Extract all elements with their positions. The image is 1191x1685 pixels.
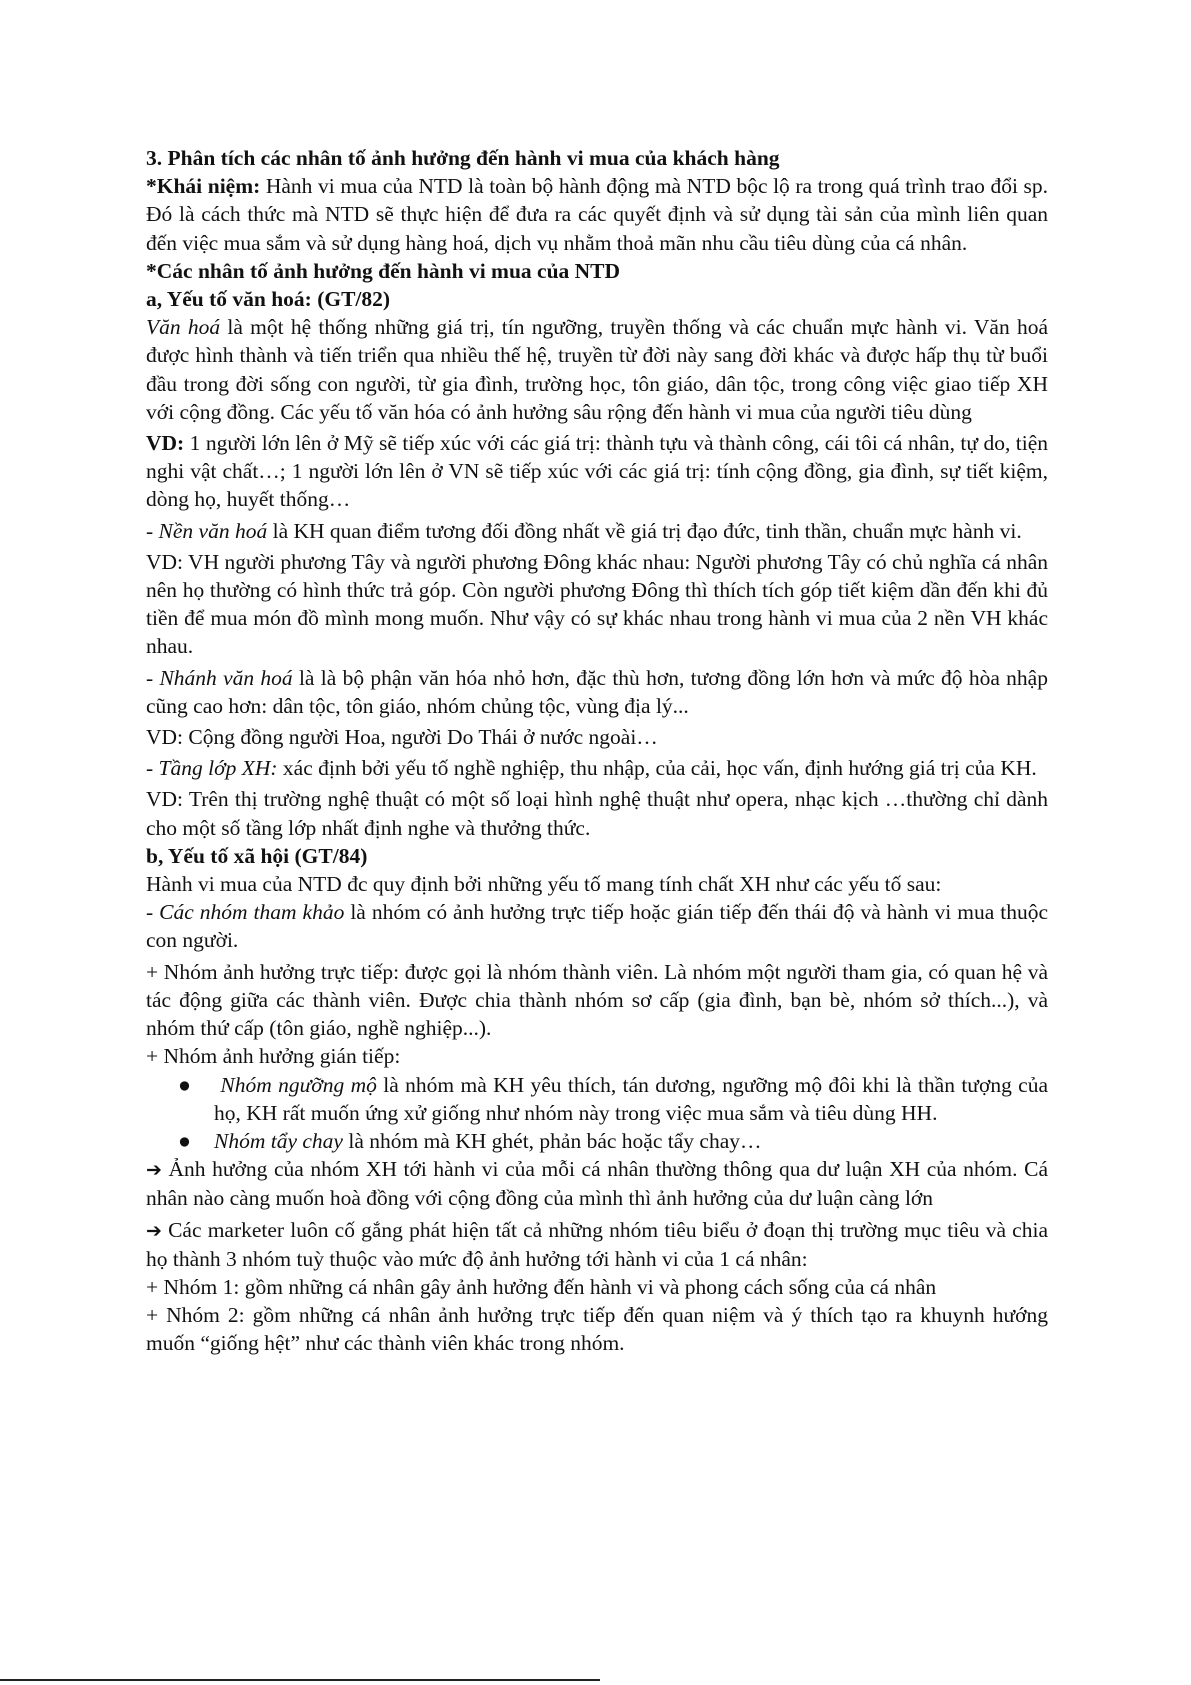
section-title: 3. Phân tích các nhân tố ảnh hưởng đến hành vi mua của khách hàng [146, 146, 780, 170]
reference-groups-paragraph [146, 898, 1048, 954]
subculture-text: là là bộ phận văn hóa nhỏ hơn, đặc thù hơn, tương đồng lớn hơn và mức độ hòa nhập cũng cao hơn: dân tộc, tôn giáo, nhóm chủng tộc, vùng địa lý... [146, 665, 1048, 718]
culture-example-1-text: 1 người lớn lên ở Mỹ sẽ tiếp xúc với các giá trị: thành tựu và thành công, cái tôi cá nhân, tự do, tiện nghi vật chất…; 1 người lớn lên ở VN sẽ tiếp xúc với các giá trị: tính cộng đồng, gia đình, sự tiết kiệm, dòng họ, huyết thống… [146, 431, 1048, 512]
reference-groups-text: là nhóm có ảnh hưởng trực tiếp hoặc gián tiếp đến thái độ và hành vi mua thuộc con người. [146, 900, 1048, 953]
dash-prefix: - [146, 518, 159, 543]
boycott-group-term: Nhóm tẩy chay [214, 1128, 343, 1153]
document-page [146, 144, 1048, 1358]
list-item [178, 1127, 1048, 1155]
culture-definition-text: là một hệ thống những giá trị, tín ngưỡng, truyền thống và các chuẩn mực hành vi. Văn hoá được hình thành và tiến triển qua nhiều thế hệ, truyền từ đời này sang đời khác và được hấp thụ từ buổi đầu trong đời sống con người, từ gia đình, trường học, tôn giáo, dân tộc, trong công việc giao tiếp XH với cộng đồng. Các yếu tố văn hóa có ảnh hưởng sâu rộng đến hành vi mua của người tiêu dùng [146, 315, 1048, 424]
subculture-paragraph [146, 664, 1048, 720]
culture-term: Văn hoá [146, 315, 221, 340]
list-item [178, 1071, 1049, 1127]
concept-text: Hành vi mua của NTD là toàn bộ hành động mà NTD bộc lộ ra trong quá trình trao đổi sp. Đó là cách thức mà NTD sẽ thực hiện để đưa ra các quyết định và sử dụng tài sản của mình liên quan đến việc mua sắm và sử dụng hàng hoá, dịch vụ nhằm thoả mãn nhu cầu tiêu dùng của cá nhân. [146, 174, 1048, 255]
social-class-text: xác định bởi yếu tố nghề nghiệp, thu nhập, của cải, học vấn, định hướng giá trị của KH. [277, 756, 1037, 781]
subculture-term: Nhánh văn hoá [159, 665, 293, 690]
arrow-right-icon: ➔ [146, 1219, 162, 1242]
page-bottom-divider [0, 1679, 600, 1681]
culture-example-4: VD: Trên thị trường nghệ thuật có một số loại hình nghệ thuật như opera, nhạc kịch …thường chỉ dành cho một số tầng lớp nhất định nghe và thưởng thức. [146, 787, 1048, 840]
arrow-paragraph-1 [146, 1155, 1048, 1212]
base-culture-text: là KH quan điểm tương đối đồng nhất về giá trị đạo đức, tinh thần, chuẩn mực hành vi. [267, 518, 1022, 543]
culture-heading: a, Yếu tố văn hoá: (GT/82) [146, 287, 391, 312]
culture-example-3: VD: Cộng đồng người Hoa, người Do Thái ở nước ngoài… [146, 725, 658, 750]
admired-group-term: Nhóm ngưỡng mộ [220, 1072, 377, 1097]
indirect-group-list [146, 1071, 1048, 1156]
dash-prefix: - [146, 756, 159, 781]
social-class-paragraph [146, 754, 1048, 782]
bullet-icon: ● [178, 1128, 191, 1153]
indirect-influence-paragraph: + Nhóm ảnh hưởng gián tiếp: [146, 1044, 401, 1069]
social-class-term: Tầng lớp XH: [158, 756, 278, 781]
direct-influence-paragraph: + Nhóm ảnh hưởng trực tiếp: được gọi là nhóm thành viên. Là nhóm một người tham gia, có quan hệ và tác động giữa các thành viên. Được chia thành nhóm sơ cấp (gia đình, bạn bè, nhóm sở thích...), và nhóm thứ cấp (tôn giáo, nghề nghiệp...). [146, 959, 1048, 1041]
culture-example-2: VD: VH người phương Tây và người phương Đông khác nhau: Người phương Tây có chủ nghĩa cá nhân nên họ thường có hình thức trả góp. Còn người phương Đông thì thích tích góp tiết kiệm dần đến khi đủ tiền để mua món đồ mình mong muốn. Như vậy có sự khác nhau trong hành vi mua của 2 nền VH khác nhau. [146, 549, 1048, 659]
bullet-icon: ● [178, 1072, 191, 1097]
arrow-paragraph-2 [146, 1216, 1048, 1273]
social-heading: b, Yếu tố xã hội (GT/84) [146, 843, 368, 868]
dash-prefix: - [146, 900, 160, 925]
group-2-paragraph: + Nhóm 2: gồm những cá nhân ảnh hưởng trực tiếp đến quan niệm và ý thích tạo ra khuynh hướng muốn “giống hệt” như các thành viên khác trong nhóm. [146, 1303, 1048, 1356]
social-intro: Hành vi mua của NTD đc quy định bởi những yếu tố mang tính chất XH như các yếu tố sau: [146, 872, 942, 897]
concept-label: *Khái niệm: [146, 174, 261, 199]
group-1-paragraph: + Nhóm 1: gồm những cá nhân gây ảnh hưởng đến hành vi và phong cách sống của cá nhân [146, 1274, 937, 1299]
arrow-paragraph-2-text: Các marketer luôn cố gắng phát hiện tất cả những nhóm tiêu biểu ở đoạn thị trường mục tiêu và chia họ thành 3 nhóm tuỳ thuộc vào mức độ ảnh hưởng tới hành vi của 1 cá nhân: [146, 1217, 1048, 1271]
culture-definition [146, 313, 1048, 426]
admired-group-text: là nhóm mà KH yêu thích, tán dương, ngưỡng mộ đôi khi là thần tượng của họ, KH rất muốn ứng xử giống như nhóm này trong việc mua sắm và tiêu dùng HH. [214, 1072, 1049, 1125]
culture-example-1 [146, 429, 1048, 514]
dash-prefix: - [146, 665, 160, 690]
base-culture-term: Nền văn hoá [158, 518, 268, 543]
factors-heading: *Các nhân tố ảnh hưởng đến hành vi mua của NTD [146, 258, 621, 283]
reference-groups-term: Các nhóm tham khảo [159, 900, 345, 925]
concept-paragraph [146, 172, 1048, 257]
arrow-right-icon: ➔ [146, 1159, 162, 1182]
base-culture-paragraph [146, 517, 1048, 545]
arrow-paragraph-1-text: Ảnh hưởng của nhóm XH tới hành vi của mỗi cá nhân thường thông qua dư luận XH của nhóm. Cá nhân nào càng muốn hoà đồng với cộng đồng của mình thì ảnh hưởng của dư luận càng lớn [146, 1157, 1048, 1211]
boycott-group-text: là nhóm mà KH ghét, phản bác hoặc tẩy chay… [342, 1128, 762, 1153]
example-label: VD: [146, 431, 185, 456]
